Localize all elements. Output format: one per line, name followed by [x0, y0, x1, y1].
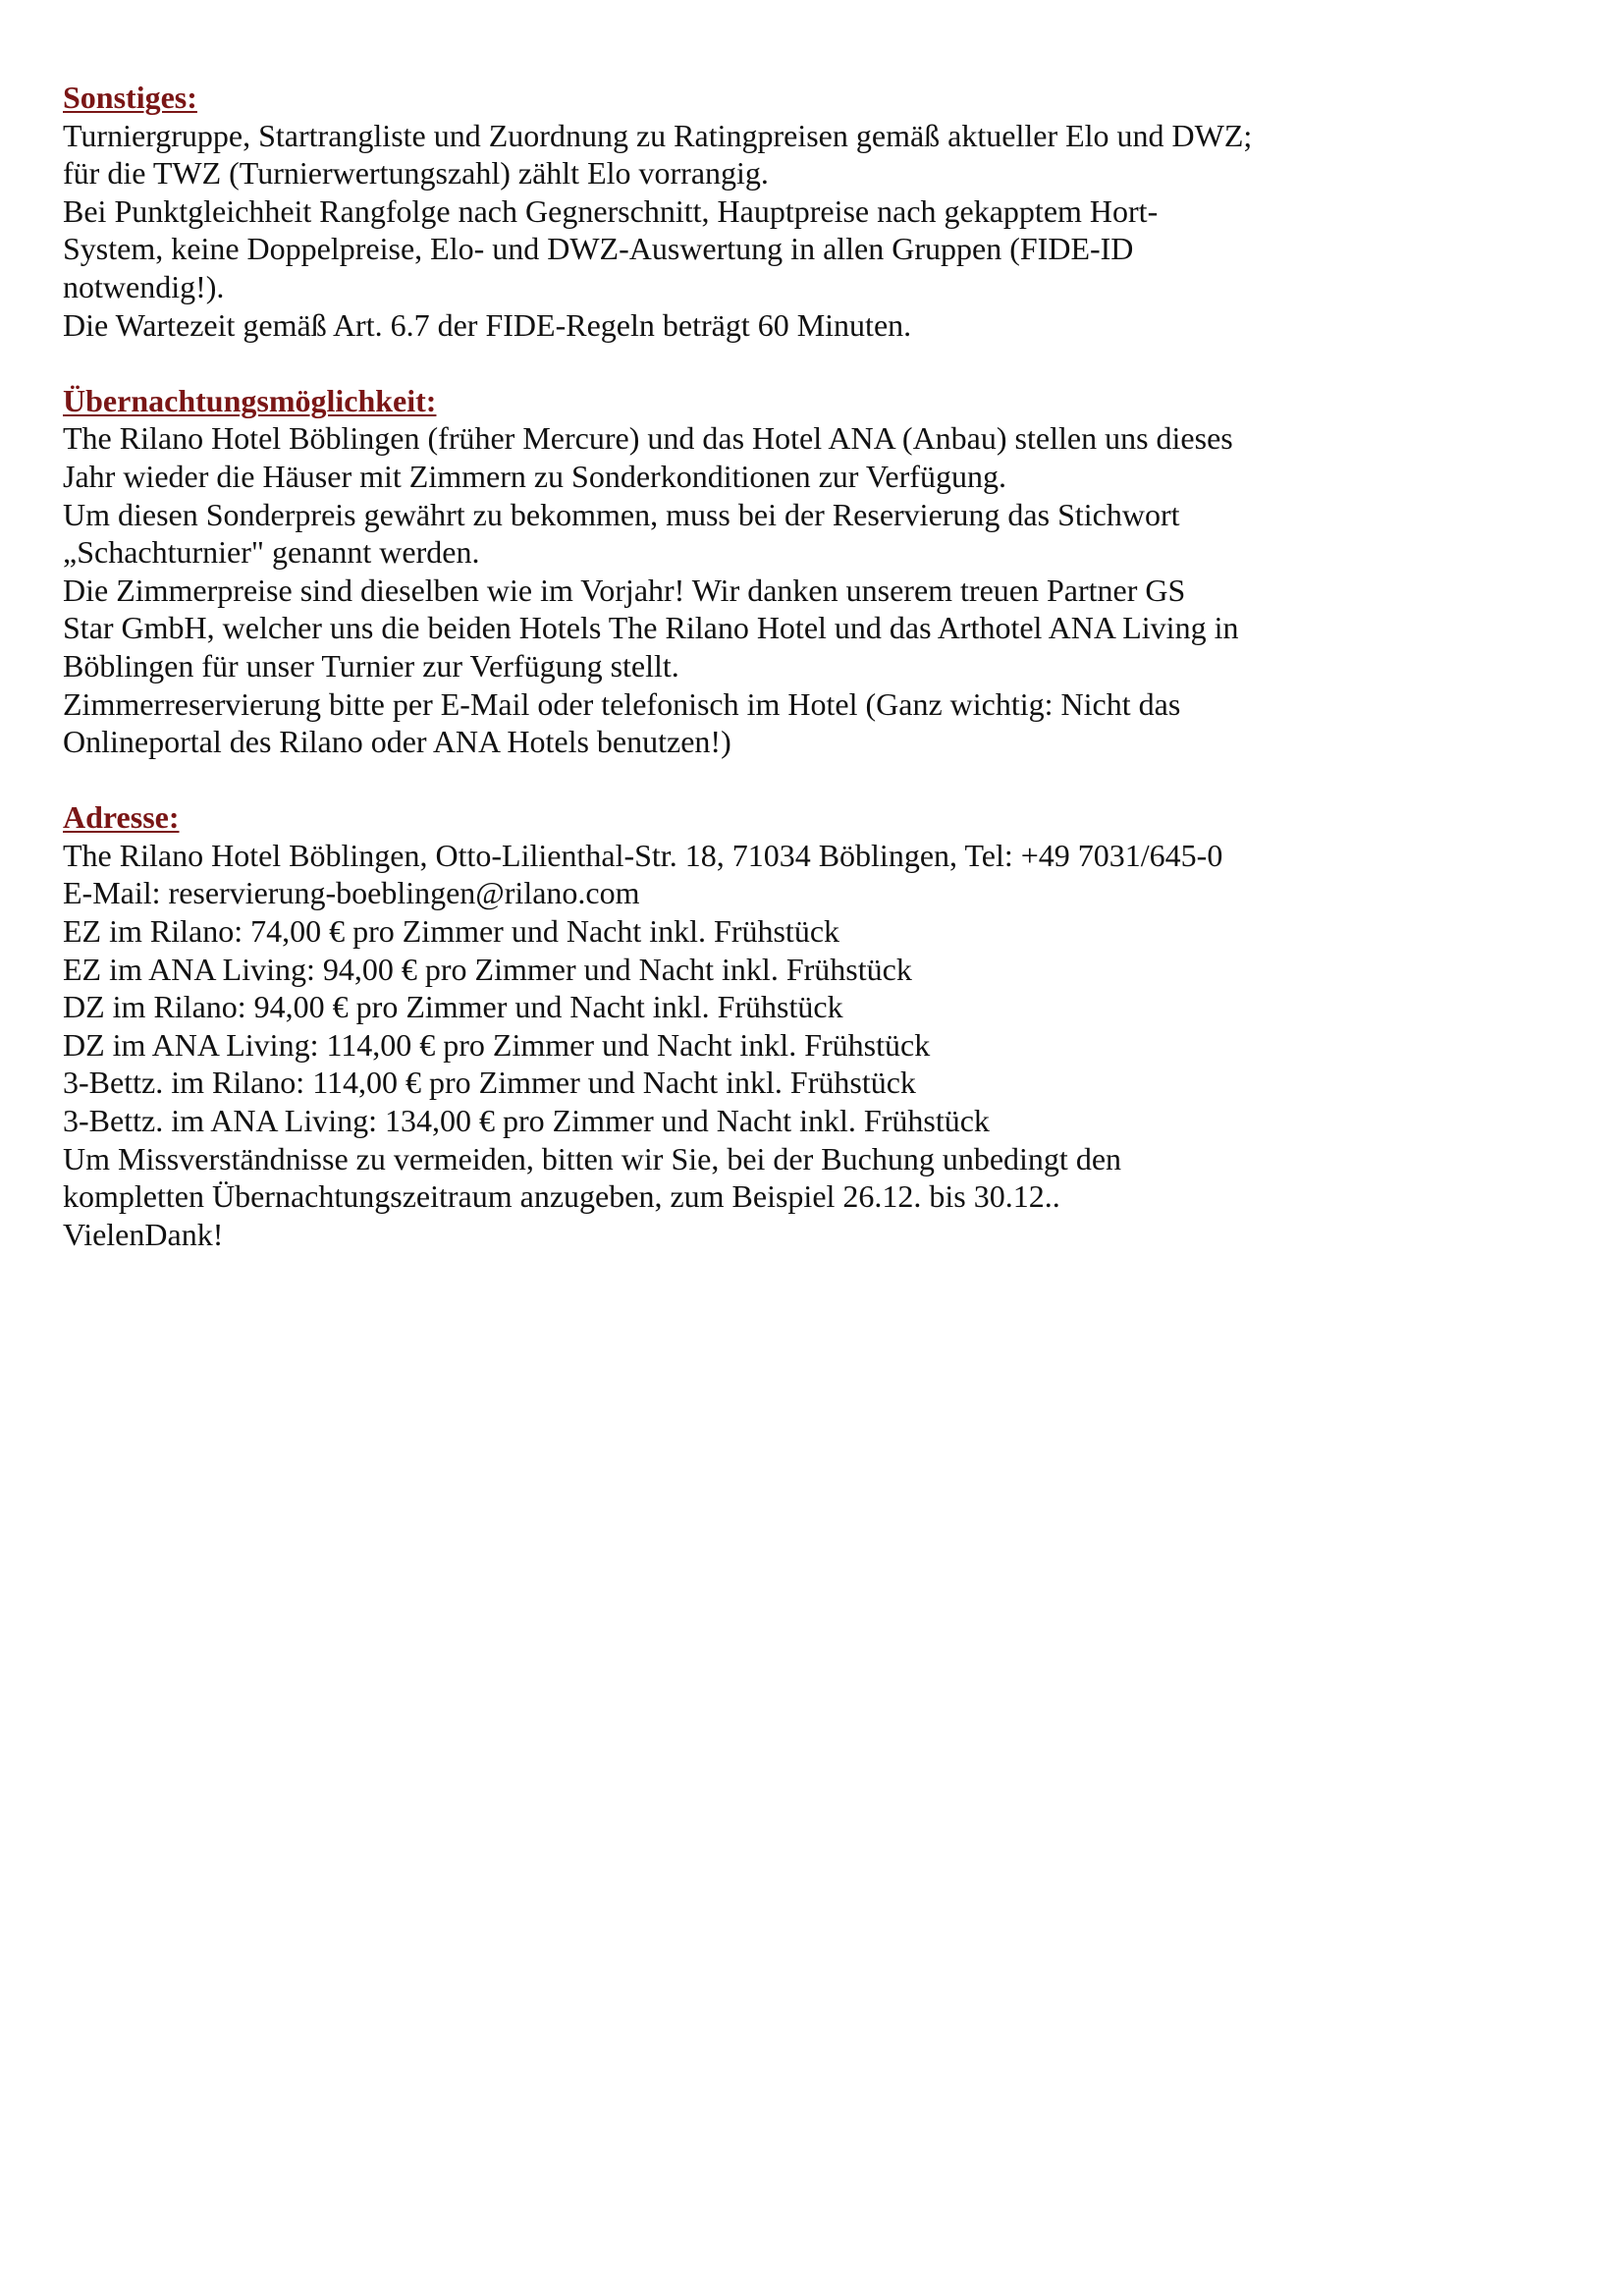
text-line: für die TWZ (Turnierwertungszahl) zählt Elo vorrangig. — [63, 155, 769, 191]
text-line: Um diesen Sonderpreis gewährt zu bekommen, muss bei der Reservierung das Stichwort — [63, 496, 1180, 532]
price-line: DZ im ANA Living: 114,00 € pro Zimmer und Nacht inkl. Frühstück — [63, 1026, 931, 1063]
section-heading: Übernachtungsmöglichkeit: — [63, 382, 437, 418]
price-line: EZ im ANA Living: 94,00 € pro Zimmer und Nacht inkl. Frühstück — [63, 951, 912, 987]
text-line: Die Zimmerpreise sind dieselben wie im Vorjahr! Wir danken unserem treuen Partner GS — [63, 572, 1186, 608]
text-line: The Rilano Hotel Böblingen (früher Mercure) und das Hotel ANA (Anbau) stellen uns dieses — [63, 420, 1233, 457]
price-line: DZ im Rilano: 94,00 € pro Zimmer und Nacht inkl. Frühstück — [63, 989, 843, 1025]
text-line: „Schachturnier" genannt werden. — [63, 534, 480, 571]
address-line: The Rilano Hotel Böblingen, Otto-Lilienthal-Str. 18, 71034 Böblingen, Tel: +49 7031/645-0 — [63, 837, 1223, 873]
text-line: notwendig!). — [63, 268, 225, 304]
text-line: kompletten Übernachtungszeitraum anzugeben, zum Beispiel 26.12. bis 30.12.. — [63, 1178, 1060, 1215]
section-sonstiges — [63, 79, 1437, 344]
text-line: Star GmbH, welcher uns die beiden Hotels The Rilano Hotel und das Arthotel ANA Living in — [63, 610, 1239, 646]
text-line: Bei Punktgleichheit Rangfolge nach Gegnerschnitt, Hauptpreise nach gekapptem Hort- — [63, 192, 1159, 229]
price-line: 3-Bettz. im ANA Living: 134,00 € pro Zimmer und Nacht inkl. Frühstück — [63, 1103, 990, 1139]
text-line: Zimmerreservierung bitte per E-Mail oder telefonisch im Hotel (Ganz wichtig: Nicht das — [63, 685, 1181, 722]
section-adresse — [63, 798, 1437, 1253]
email-line: E-Mail: reservierung-boeblingen@rilano.com — [63, 875, 640, 911]
text-line: Um Missverständnisse zu vermeiden, bitten wir Sie, bei der Buchung unbedingt den — [63, 1140, 1122, 1176]
text-line: Turniergruppe, Startrangliste und Zuordnung zu Ratingpreisen gemäß aktueller Elo und DWZ; — [63, 117, 1253, 153]
text-line: Böblingen für unser Turnier zur Verfügung stellt. — [63, 647, 679, 683]
text-line: Die Wartezeit gemäß Art. 6.7 der FIDE-Regeln beträgt 60 Minuten. — [63, 306, 912, 343]
price-line: EZ im Rilano: 74,00 € pro Zimmer und Nacht inkl. Frühstück — [63, 913, 840, 950]
closing-line: VielenDank! — [63, 1216, 224, 1252]
text-line: Onlineportal des Rilano oder ANA Hotels benutzen!) — [63, 724, 731, 760]
section-heading: Sonstiges: — [63, 80, 197, 115]
document-page — [63, 79, 1437, 1291]
text-line: Jahr wieder die Häuser mit Zimmern zu Sonderkonditionen zur Verfügung. — [63, 458, 1006, 494]
text-line: System, keine Doppelpreise, Elo- und DWZ-Auswertung in allen Gruppen (FIDE-ID — [63, 231, 1134, 267]
section-heading: Adresse: — [63, 799, 180, 836]
price-line: 3-Bettz. im Rilano: 114,00 € pro Zimmer und Nacht inkl. Frühstück — [63, 1065, 916, 1101]
section-uebernachtung — [63, 382, 1437, 761]
